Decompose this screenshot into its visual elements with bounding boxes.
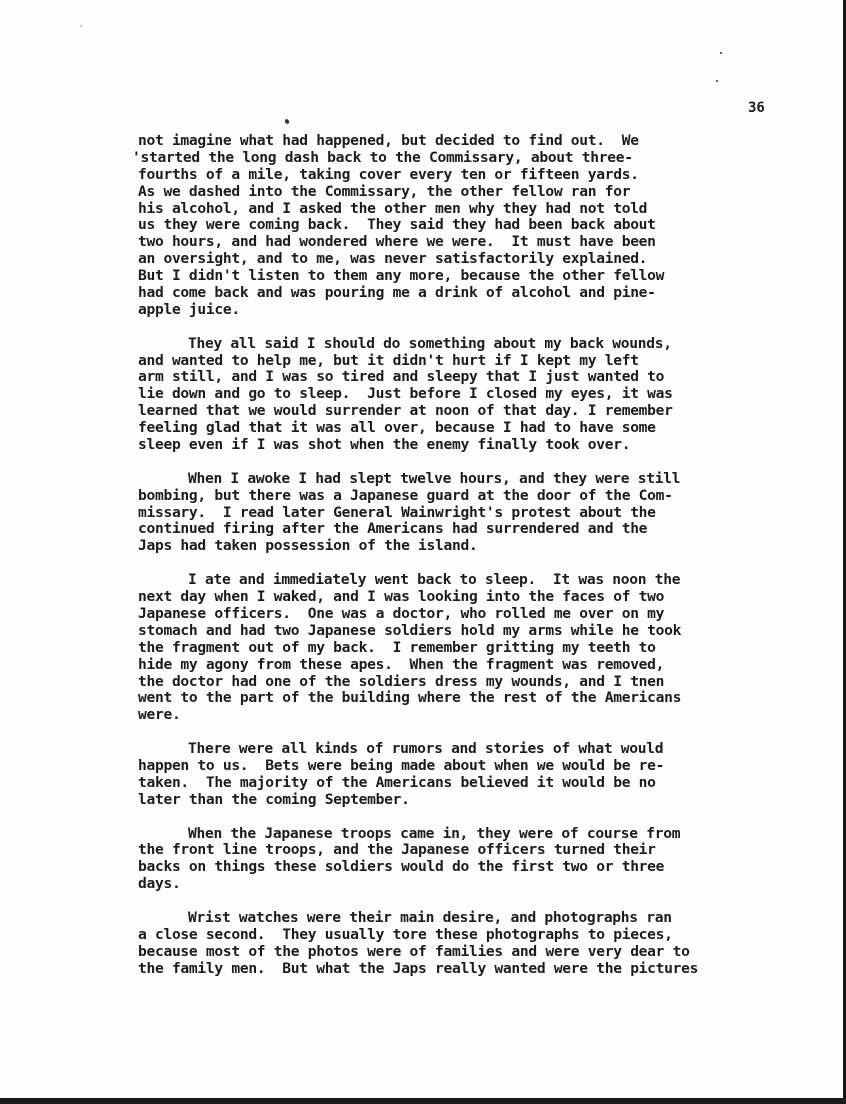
text-line: the fragment out of my back. I remember gritting my teeth to [138,638,656,656]
text-line: There were all kinds of rumors and stories of what would [188,740,664,758]
text-line: taken. The majority of the Americans believed it would be no [138,773,656,791]
text-line: a close second. They usually tore these photographs to pieces, [138,925,673,943]
scan-edge-bottom [0,1098,846,1104]
text-line: fourths of a mile, taking cover every ten or fifteen yards. [138,165,639,183]
text-line: next day when I waked, and I was looking into the faces of two [138,588,665,606]
ink-speck [720,52,722,54]
text-line: not imagine what had happened, but decided to find out. We [138,132,639,149]
text-line: were. [138,706,181,724]
text-line: the family men. But what the Japs really wanted were the pictures [138,959,699,977]
text-line: the doctor had one of the soldiers dress my wounds, and I tnen [138,672,665,690]
ink-speck [716,80,718,82]
text-line: hide my agony from these apes. When the fragment was removed, [138,655,665,673]
text-line: But I didn't listen to them any more, because the other fellow [138,267,665,285]
text-line: and wanted to help me, but it didn't hurt if I kept my left [138,351,639,369]
text-line: lie down and go to sleep. Just before I closed my eyes, it was [138,385,673,403]
text-line: missary. I read later General Wainwright's protest about the [138,503,656,521]
paragraph [0,826,846,894]
text-line: They all said I should do something about my back wounds, [188,334,672,352]
text-line: us they were coming back. They said they had been back about [138,216,656,234]
text-line: arm still, and I was so tired and sleepy that I just wanted to [138,368,665,386]
text-line: I ate and immediately went back to sleep. It was noon the [188,571,681,589]
text-line: because most of the photos were of families and were very dear to [138,942,690,960]
text-line: continued firing after the Americans had surrendered and the [138,520,648,538]
text-line: two hours, and had wondered where we were. It must have been [138,233,656,251]
paragraph [0,572,846,724]
text-line: an oversight, and to me, was never satisfactorily explained. [138,250,648,268]
text-line: his alcohol, and I asked the other men why they had not told [138,199,648,217]
text-line: backs on things these soldiers would do the first two or three [138,858,665,876]
body-text [0,133,846,994]
text-line: sleep even if I was shot when the enemy finally took over. [138,436,631,454]
text-line: had come back and was pouring me a drink of alcohol and pine- [138,284,656,302]
text-line: As we dashed into the Commissary, the other fellow ran for [138,182,631,200]
text-line: days. [138,875,181,893]
text-line: When I awoke I had slept twelve hours, and they were still [188,469,681,487]
ink-speck [284,118,290,124]
text-line: Wrist watches were their main desire, and photographs ran [188,908,672,926]
paragraph [0,133,846,319]
text-line: stomach and had two Japanese soldiers hold my arms while he took [138,621,682,639]
text-line: learned that we would surrender at noon of that day. I remember [138,402,673,420]
text-line: happen to us. Bets were being made about when we would be re- [138,756,665,774]
text-line: apple juice. [138,300,240,318]
text-line: went to the part of the building where the rest of the Americans [138,689,682,707]
text-line: When the Japanese troops came in, they were of course from [188,824,681,842]
paragraph [0,741,846,809]
text-line: later than the coming September. [138,790,410,808]
text-line: bombing, but there was a Japanese guard at the door of the Com- [138,486,673,504]
text-line: feeling glad that it was all over, because I had to have some [138,419,656,437]
paragraph [0,910,846,978]
page-number: 36 [748,100,765,116]
text-line: the front line troops, and the Japanese officers turned their [138,841,656,859]
text-line: Japanese officers. One was a doctor, who rolled me over on my [138,604,665,622]
ink-speck [80,25,82,27]
paragraph [0,336,846,454]
paragraph [0,471,846,555]
text-line: Japs had taken possession of the island. [138,537,478,555]
text-line: 'started the long dash back to the Commissary, about three- [132,148,633,166]
